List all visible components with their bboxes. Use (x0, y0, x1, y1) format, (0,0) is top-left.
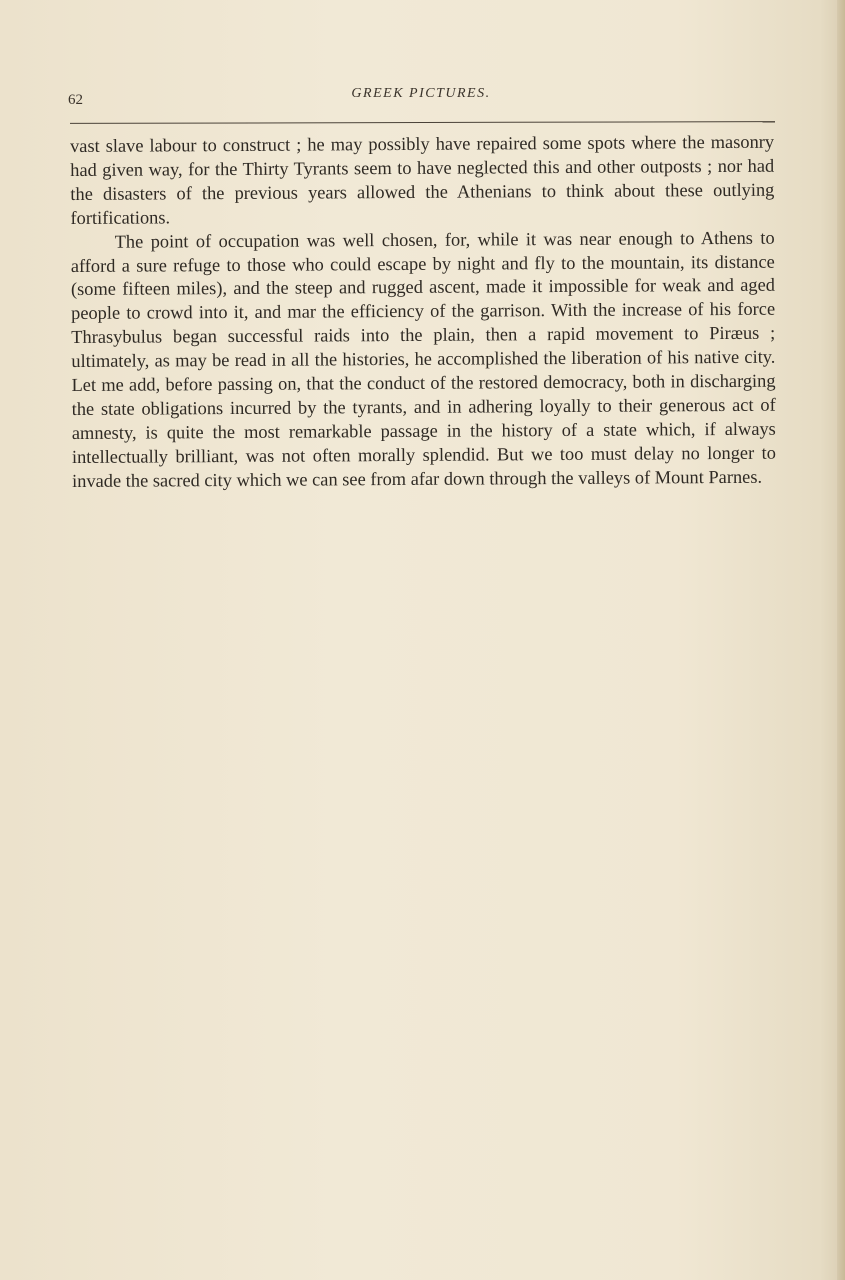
header-rule (70, 121, 775, 124)
page-edge (837, 0, 845, 1280)
page-number: 62 (68, 92, 83, 108)
running-title: GREEK PICTURES. (351, 86, 491, 101)
page-header (68, 84, 774, 110)
paragraph: The point of occupation was well chosen, for, while it was near enough to Athens to afford a sure refuge to those who could escape by night and fly to the mountain, its distance (some fifteen miles), and the steep and rugged ascent, made it impossible for weak and aged people to crowd into it, and mar the efficiency of the garrison. With the increase of his force Thrasybulus began successful raids into the plain, then a rapid movement to Piræus ; ultimately, as may be read in all the histories, he accomplished the liberation of his native city. Let me add, before passing on, that the conduct of the restored democracy, both in discharging the state obligations incurred by the tyrants, and in adhering loyally to their generous act of amnesty, is quite the most remarkable passage in the history of a state which, if always intellectually brilliant, was not often morally splendid. But we too must delay no longer to invade the sacred city which we can see from afar down through the valleys of Mount Parnes. (70, 227, 777, 491)
body-text (70, 131, 776, 494)
paragraph-continuation: vast slave labour to construct ; he may possibly have repaired some spots where the masonry had given way, for the Thirty Tyrants seem to have neglected this and other outposts ; nor had the disasters of the previous years allowed the Athenians to think about these outlying fortifications. (70, 131, 775, 228)
